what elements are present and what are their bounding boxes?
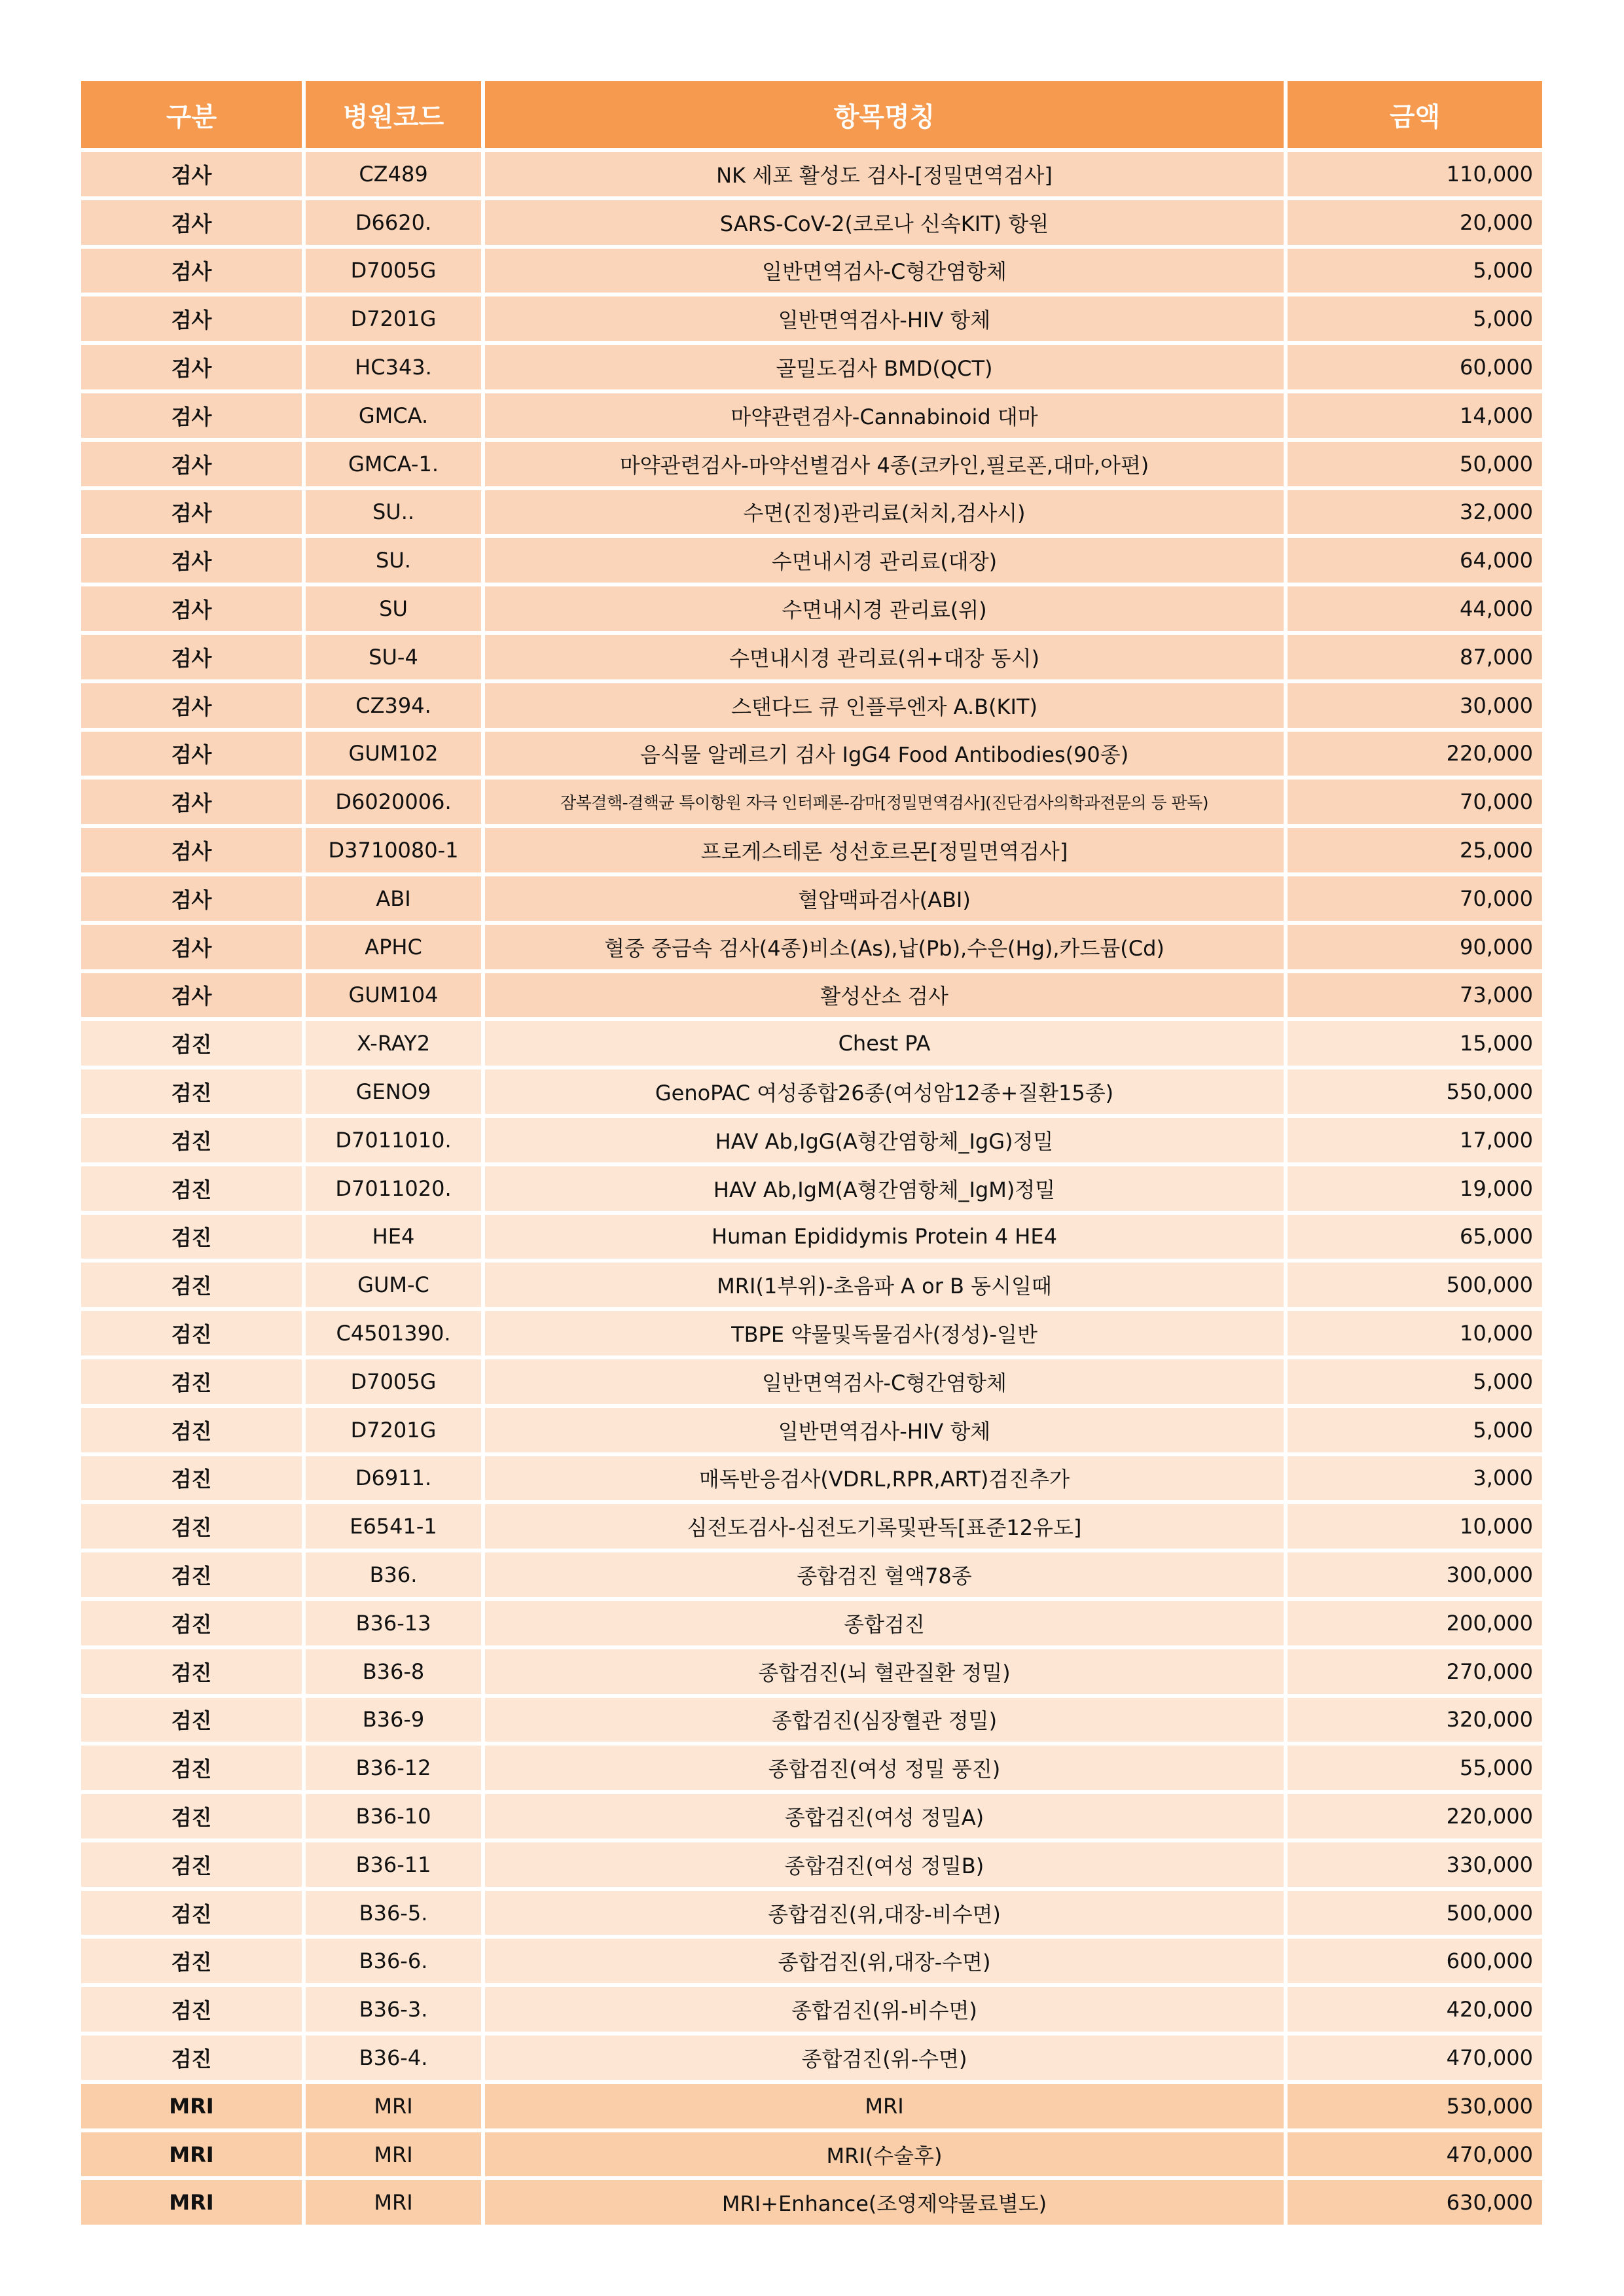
hospital-code-cell: ABI <box>306 876 481 921</box>
category-cell: 검진 <box>81 1215 302 1259</box>
price-cell: 630,000 <box>1288 2180 1542 2225</box>
table-row <box>81 442 1542 486</box>
category-cell: 검사 <box>81 683 302 728</box>
price-cell: 32,000 <box>1288 490 1542 535</box>
hospital-code-cell: SU <box>306 586 481 631</box>
item-name-cell: 일반면역검사-C형간염항체 <box>485 1359 1284 1404</box>
price-cell: 17,000 <box>1288 1118 1542 1162</box>
table-row <box>81 2180 1542 2225</box>
item-name-cell: GenoPAC 여성종합26종(여성암12종+질환15종) <box>485 1069 1284 1114</box>
table-row <box>81 780 1542 824</box>
table-row <box>81 732 1542 776</box>
price-cell: 60,000 <box>1288 345 1542 389</box>
price-cell: 65,000 <box>1288 1215 1542 1259</box>
category-cell: 검사 <box>81 345 302 389</box>
category-cell: 검사 <box>81 732 302 776</box>
category-cell: 검진 <box>81 1504 302 1549</box>
table-row <box>81 973 1542 1018</box>
item-name-cell: 수면내시경 관리료(위) <box>485 586 1284 631</box>
table-row <box>81 1504 1542 1549</box>
category-cell: 검사 <box>81 393 302 438</box>
table-row <box>81 1021 1542 1066</box>
table-row <box>81 635 1542 679</box>
price-cell: 3,000 <box>1288 1456 1542 1501</box>
price-cell: 470,000 <box>1288 2036 1542 2080</box>
table-body <box>81 152 1542 2225</box>
table-row <box>81 828 1542 872</box>
price-cell: 30,000 <box>1288 683 1542 728</box>
table-row <box>81 2084 1542 2128</box>
price-cell: 10,000 <box>1288 1311 1542 1355</box>
hospital-code-cell: MRI <box>306 2180 481 2225</box>
category-cell: 검진 <box>81 1649 302 1694</box>
table-row <box>81 683 1542 728</box>
price-cell: 5,000 <box>1288 1359 1542 1404</box>
table-row <box>81 1939 1542 1983</box>
hospital-code-cell: D7011010. <box>306 1118 481 1162</box>
price-cell: 20,000 <box>1288 200 1542 245</box>
price-cell: 70,000 <box>1288 780 1542 824</box>
hospital-code-cell: B36. <box>306 1552 481 1597</box>
category-cell: 검사 <box>81 442 302 486</box>
price-cell: 5,000 <box>1288 296 1542 341</box>
hospital-code-cell: D7005G <box>306 1359 481 1404</box>
table-row <box>81 925 1542 969</box>
item-name-cell: 프로게스테론 성선호르몬[정밀면역검사] <box>485 828 1284 872</box>
category-cell: 검사 <box>81 249 302 293</box>
category-cell: 검진 <box>81 1118 302 1162</box>
price-cell: 64,000 <box>1288 538 1542 583</box>
item-name-cell: NK 세포 활성도 검사-[정밀면역검사] <box>485 152 1284 196</box>
price-cell: 50,000 <box>1288 442 1542 486</box>
hospital-code-cell: B36-3. <box>306 1987 481 2032</box>
price-table <box>77 77 1546 2229</box>
price-cell: 87,000 <box>1288 635 1542 679</box>
table-header <box>81 81 1542 148</box>
table-row <box>81 152 1542 196</box>
table-row <box>81 1263 1542 1307</box>
table-row <box>81 1359 1542 1404</box>
item-name-cell: SARS-CoV-2(코로나 신속KIT) 항원 <box>485 200 1284 245</box>
price-cell: 15,000 <box>1288 1021 1542 1066</box>
table-row <box>81 2036 1542 2080</box>
header-row <box>81 81 1542 148</box>
category-cell: 검사 <box>81 538 302 583</box>
item-name-cell: 스탠다드 큐 인플루엔자 A.B(KIT) <box>485 683 1284 728</box>
item-name-cell: MRI(1부위)-초음파 A or B 동시일때 <box>485 1263 1284 1307</box>
table-row <box>81 1842 1542 1887</box>
category-cell: 검진 <box>81 1359 302 1404</box>
item-name-cell: 종합검진(위-수면) <box>485 2036 1284 2080</box>
item-name-cell: 마약관련검사-Cannabinoid 대마 <box>485 393 1284 438</box>
price-cell: 19,000 <box>1288 1166 1542 1211</box>
table-row <box>81 1698 1542 1742</box>
table-row <box>81 1987 1542 2032</box>
table-row <box>81 538 1542 583</box>
price-cell: 220,000 <box>1288 732 1542 776</box>
item-name-cell: 마약관련검사-마약선별검사 4종(코카인,필로폰,대마,아편) <box>485 442 1284 486</box>
table-row <box>81 1649 1542 1694</box>
table-row <box>81 1118 1542 1162</box>
item-name-cell: HAV Ab,IgM(A형간염항체_IgM)정밀 <box>485 1166 1284 1211</box>
category-cell: 검진 <box>81 1746 302 1790</box>
item-name-cell: 심전도검사-심전도기록및판독[표준12유도] <box>485 1504 1284 1549</box>
category-cell: 검사 <box>81 490 302 535</box>
hospital-code-cell: X-RAY2 <box>306 1021 481 1066</box>
hospital-code-cell: GMCA-1. <box>306 442 481 486</box>
category-cell: 검진 <box>81 1794 302 1839</box>
item-name-cell: 일반면역검사-HIV 항체 <box>485 1408 1284 1452</box>
hospital-code-cell: D7011020. <box>306 1166 481 1211</box>
category-cell: MRI <box>81 2180 302 2225</box>
hospital-code-cell: C4501390. <box>306 1311 481 1355</box>
item-name-cell: 종합검진(심장혈관 정밀) <box>485 1698 1284 1742</box>
category-cell: 검진 <box>81 1842 302 1887</box>
price-cell: 600,000 <box>1288 1939 1542 1983</box>
category-cell: 검진 <box>81 2036 302 2080</box>
category-cell: 검사 <box>81 200 302 245</box>
price-cell: 110,000 <box>1288 152 1542 196</box>
item-name-cell: 종합검진 <box>485 1601 1284 1645</box>
header-hospital-code: 병원코드 <box>306 81 481 148</box>
table-row <box>81 1408 1542 1452</box>
item-name-cell: 종합검진(여성 정밀A) <box>485 1794 1284 1839</box>
category-cell: 검진 <box>81 1021 302 1066</box>
price-cell: 200,000 <box>1288 1601 1542 1645</box>
hospital-code-cell: MRI <box>306 2132 481 2177</box>
price-cell: 70,000 <box>1288 876 1542 921</box>
price-cell: 90,000 <box>1288 925 1542 969</box>
item-name-cell: MRI+Enhance(조영제약물료별도) <box>485 2180 1284 2225</box>
hospital-code-cell: D7201G <box>306 1408 481 1452</box>
category-cell: 검진 <box>81 1552 302 1597</box>
table-row <box>81 1891 1542 1935</box>
category-cell: 검사 <box>81 635 302 679</box>
price-cell: 25,000 <box>1288 828 1542 872</box>
item-name-cell: 수면내시경 관리료(대장) <box>485 538 1284 583</box>
hospital-code-cell: GUM104 <box>306 973 481 1018</box>
hospital-code-cell: SU-4 <box>306 635 481 679</box>
item-name-cell: 종합검진(여성 정밀B) <box>485 1842 1284 1887</box>
item-name-cell: HAV Ab,IgG(A형간염항체_IgG)정밀 <box>485 1118 1284 1162</box>
hospital-code-cell: E6541-1 <box>306 1504 481 1549</box>
category-cell: 검사 <box>81 925 302 969</box>
item-name-cell: 일반면역검사-HIV 항체 <box>485 296 1284 341</box>
price-cell: 500,000 <box>1288 1263 1542 1307</box>
category-cell: 검사 <box>81 586 302 631</box>
price-cell: 550,000 <box>1288 1069 1542 1114</box>
price-cell: 10,000 <box>1288 1504 1542 1549</box>
hospital-code-cell: D7005G <box>306 249 481 293</box>
item-name-cell: 종합검진(위,대장-비수면) <box>485 1891 1284 1935</box>
table-row <box>81 490 1542 535</box>
header-category: 구분 <box>81 81 302 148</box>
category-cell: 검진 <box>81 1166 302 1211</box>
hospital-code-cell: MRI <box>306 2084 481 2128</box>
hospital-code-cell: B36-9 <box>306 1698 481 1742</box>
hospital-code-cell: B36-8 <box>306 1649 481 1694</box>
hospital-code-cell: B36-4. <box>306 2036 481 2080</box>
item-name-cell: 종합검진(위,대장-수면) <box>485 1939 1284 1983</box>
table-row <box>81 1456 1542 1501</box>
hospital-code-cell: SU.. <box>306 490 481 535</box>
hospital-code-cell: D6911. <box>306 1456 481 1501</box>
category-cell: 검진 <box>81 1069 302 1114</box>
price-cell: 73,000 <box>1288 973 1542 1018</box>
table-row <box>81 1552 1542 1597</box>
table-row <box>81 2132 1542 2177</box>
price-cell: 470,000 <box>1288 2132 1542 2177</box>
hospital-code-cell: GUM-C <box>306 1263 481 1307</box>
hospital-code-cell: GENO9 <box>306 1069 481 1114</box>
table-row <box>81 1166 1542 1211</box>
category-cell: 검사 <box>81 876 302 921</box>
category-cell: 검진 <box>81 1263 302 1307</box>
price-cell: 330,000 <box>1288 1842 1542 1887</box>
category-cell: MRI <box>81 2132 302 2177</box>
item-name-cell: 음식물 알레르기 검사 IgG4 Food Antibodies(90종) <box>485 732 1284 776</box>
price-cell: 44,000 <box>1288 586 1542 631</box>
price-cell: 530,000 <box>1288 2084 1542 2128</box>
item-name-cell: MRI(수술후) <box>485 2132 1284 2177</box>
category-cell: 검사 <box>81 152 302 196</box>
table-row <box>81 1311 1542 1355</box>
price-cell: 320,000 <box>1288 1698 1542 1742</box>
price-cell: 300,000 <box>1288 1552 1542 1597</box>
category-cell: 검진 <box>81 1601 302 1645</box>
header-price: 금액 <box>1288 81 1542 148</box>
price-cell: 5,000 <box>1288 1408 1542 1452</box>
item-name-cell: 매독반응검사(VDRL,RPR,ART)검진추가 <box>485 1456 1284 1501</box>
hospital-code-cell: HC343. <box>306 345 481 389</box>
price-list-page <box>81 81 1538 2229</box>
table-row <box>81 1215 1542 1259</box>
item-name-cell: 종합검진(위-비수면) <box>485 1987 1284 2032</box>
hospital-code-cell: B36-10 <box>306 1794 481 1839</box>
item-name-cell: 혈중 중금속 검사(4종)비소(As),납(Pb),수은(Hg),카드뮴(Cd) <box>485 925 1284 969</box>
table-row <box>81 1069 1542 1114</box>
price-cell: 55,000 <box>1288 1746 1542 1790</box>
category-cell: 검사 <box>81 780 302 824</box>
price-cell: 220,000 <box>1288 1794 1542 1839</box>
hospital-code-cell: D3710080-1 <box>306 828 481 872</box>
category-cell: 검진 <box>81 1456 302 1501</box>
category-cell: 검진 <box>81 1311 302 1355</box>
hospital-code-cell: B36-6. <box>306 1939 481 1983</box>
hospital-code-cell: APHC <box>306 925 481 969</box>
hospital-code-cell: SU. <box>306 538 481 583</box>
table-row <box>81 200 1542 245</box>
hospital-code-cell: CZ394. <box>306 683 481 728</box>
hospital-code-cell: B36-13 <box>306 1601 481 1645</box>
item-name-cell: 종합검진(뇌 혈관질환 정밀) <box>485 1649 1284 1694</box>
category-cell: 검진 <box>81 1939 302 1983</box>
price-cell: 500,000 <box>1288 1891 1542 1935</box>
price-cell: 14,000 <box>1288 393 1542 438</box>
hospital-code-cell: CZ489 <box>306 152 481 196</box>
item-name-cell: 수면(진정)관리료(처치,검사시) <box>485 490 1284 535</box>
item-name-cell: 혈압맥파검사(ABI) <box>485 876 1284 921</box>
hospital-code-cell: B36-12 <box>306 1746 481 1790</box>
category-cell: 검진 <box>81 1987 302 2032</box>
item-name-cell: 종합검진 혈액78종 <box>485 1552 1284 1597</box>
item-name-cell: 잠복결핵-결핵균 특이항원 자극 인터페론-감마[정밀면역검사](진단검사의학과전문의 등 판독) <box>485 780 1284 824</box>
price-cell: 420,000 <box>1288 1987 1542 2032</box>
table-row <box>81 393 1542 438</box>
category-cell: 검사 <box>81 296 302 341</box>
category-cell: MRI <box>81 2084 302 2128</box>
category-cell: 검진 <box>81 1698 302 1742</box>
item-name-cell: 골밀도검사 BMD(QCT) <box>485 345 1284 389</box>
hospital-code-cell: B36-5. <box>306 1891 481 1935</box>
hospital-code-cell: D7201G <box>306 296 481 341</box>
item-name-cell: Chest PA <box>485 1021 1284 1066</box>
hospital-code-cell: GMCA. <box>306 393 481 438</box>
header-item-name: 항목명칭 <box>485 81 1284 148</box>
item-name-cell: 수면내시경 관리료(위+대장 동시) <box>485 635 1284 679</box>
price-cell: 270,000 <box>1288 1649 1542 1694</box>
category-cell: 검사 <box>81 828 302 872</box>
category-cell: 검진 <box>81 1891 302 1935</box>
category-cell: 검사 <box>81 973 302 1018</box>
hospital-code-cell: B36-11 <box>306 1842 481 1887</box>
table-row <box>81 876 1542 921</box>
price-cell: 5,000 <box>1288 249 1542 293</box>
item-name-cell: TBPE 약물및독물검사(정성)-일반 <box>485 1311 1284 1355</box>
table-row <box>81 249 1542 293</box>
hospital-code-cell: GUM102 <box>306 732 481 776</box>
item-name-cell: 활성산소 검사 <box>485 973 1284 1018</box>
table-row <box>81 1746 1542 1790</box>
table-row <box>81 345 1542 389</box>
category-cell: 검진 <box>81 1408 302 1452</box>
item-name-cell: 일반면역검사-C형간염항체 <box>485 249 1284 293</box>
hospital-code-cell: D6020006. <box>306 780 481 824</box>
hospital-code-cell: HE4 <box>306 1215 481 1259</box>
table-row <box>81 586 1542 631</box>
hospital-code-cell: D6620. <box>306 200 481 245</box>
table-row <box>81 296 1542 341</box>
table-row <box>81 1601 1542 1645</box>
item-name-cell: Human Epididymis Protein 4 HE4 <box>485 1215 1284 1259</box>
item-name-cell: MRI <box>485 2084 1284 2128</box>
table-row <box>81 1794 1542 1839</box>
item-name-cell: 종합검진(여성 정밀 풍진) <box>485 1746 1284 1790</box>
